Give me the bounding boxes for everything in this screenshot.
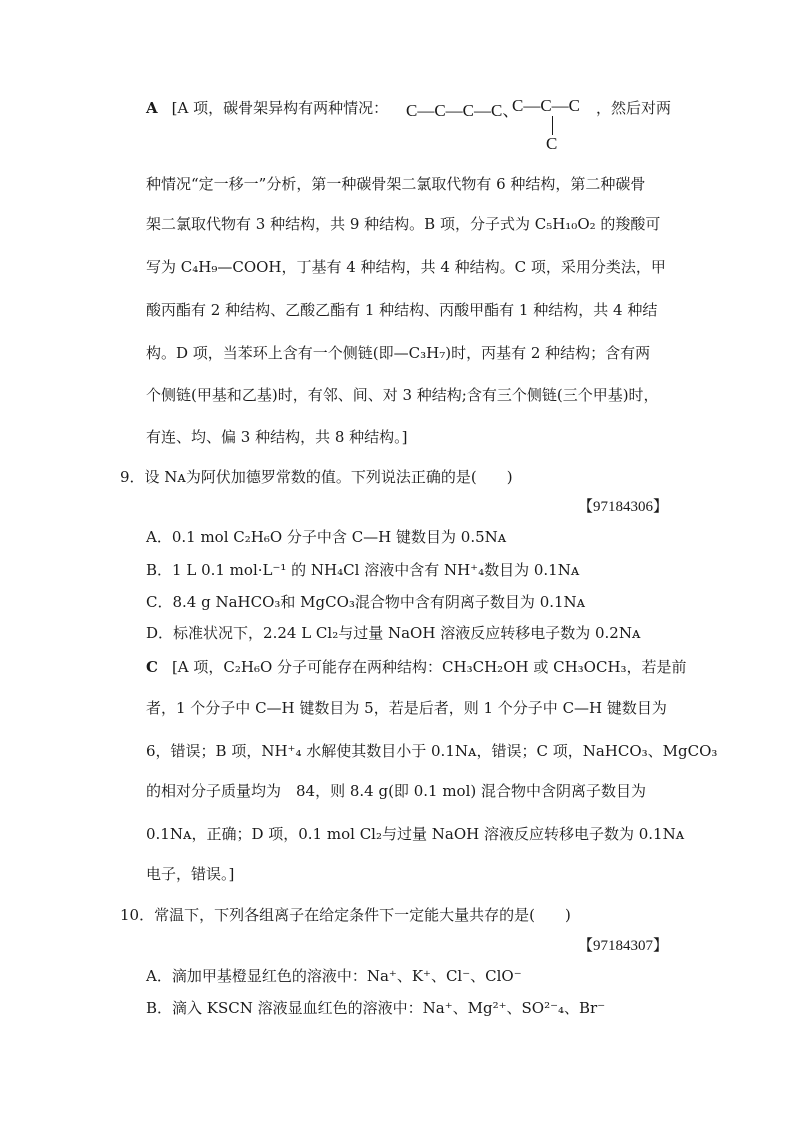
answer8-line1-prefix: [A 项，碳骨架异构有两种情况： — [171, 99, 389, 117]
answer9-line5: 0.1Nᴀ，正确；D 项，0.1 mol Cl₂与过量 NaOH 溶液反应转移电子数为 0.1Nᴀ — [146, 825, 685, 843]
question9-option-c: C．8.4 g NaHCO₃和 MgCO₃混合物中含有阴离子数目为 0.1Nᴀ — [146, 593, 586, 611]
question9-option-b: B．1 L 0.1 mol·L⁻¹ 的 NH₄Cl 溶液中含有 NH⁺₄数目为 0.1Nᴀ — [146, 561, 580, 579]
answer8-line2: 种情况“定一移一”分析，第一种碳骨架二氯取代物有 6 种结构，第二种碳骨 — [146, 175, 646, 193]
question9-option-d: D．标准状况下，2.24 L Cl₂与过量 NaOH 溶液反应转移电子数为 0.2Nᴀ — [146, 624, 641, 642]
answer9-line1 — [146, 657, 687, 677]
question9-code: 【97184306】 — [577, 499, 668, 515]
answer8-line8: 有连、均、偏 3 种结构，共 8 种结构。] — [146, 428, 408, 446]
answer9-line3: 6，错误；B 项，NH⁺₄ 水解使其数目小于 0.1Nᴀ，错误；C 项，NaHCO₃、MgCO₃ — [146, 742, 718, 760]
answer8-line5: 酸丙酯有 2 种结构、乙酸乙酯有 1 种结构、丙酸甲酯有 1 种结构，共 4 种结 — [146, 301, 658, 319]
answer8-line1-suffix: ，然后对两 — [596, 99, 672, 117]
carbon-skeleton-2-branch: C — [546, 134, 558, 153]
answer8-letter: A — [146, 99, 158, 117]
answer8-line6: 构。D 项，当苯环上含有一个侧链(即—C₃H₇)时，丙基有 2 种结构；含有两 — [146, 344, 651, 362]
answer8-line4: 写为 C₄H₉—COOH，丁基有 4 种结构，共 4 种结构。C 项，采用分类法，甲 — [146, 258, 666, 276]
answer9-line4: 的相对分子质量均为 84，则 8.4 g(即 0.1 mol) 混合物中含阴离子数目为 — [146, 782, 646, 800]
answer9-letter: C — [146, 658, 158, 676]
branch-bond — [552, 116, 553, 135]
question10-code: 【97184307】 — [577, 938, 668, 954]
answer9-line1-text: [A 项，C₂H₆O 分子可能存在两种结构：CH₃CH₂OH 或 CH₃OCH₃，若是前 — [171, 658, 687, 676]
question10-option-b: B．滴入 KSCN 溶液显血红色的溶液中：Na⁺、Mg²⁺、SO²⁻₄、Br⁻ — [146, 999, 606, 1017]
carbon-skeleton-1: C—C—C—C、 — [406, 101, 520, 120]
question10-option-a: A．滴加甲基橙显红色的溶液中：Na⁺、K⁺、Cl⁻、ClO⁻ — [146, 967, 522, 985]
carbon-skeleton-2: C—C—C — [512, 96, 581, 115]
answer8-line7: 个侧链(甲基和乙基)时，有邻、间、对 3 种结构;含有三个侧链(三个甲基)时， — [146, 386, 659, 404]
answer9-line2: 者，1 个分子中 C—H 键数目为 5，若是后者，则 1 个分子中 C—H 键数目为 — [146, 699, 667, 717]
question9-option-a: A．0.1 mol C₂H₆O 分子中含 C—H 键数目为 0.5Nᴀ — [146, 528, 507, 546]
answer9-line6: 电子，错误。] — [146, 865, 235, 883]
answer8-line3: 架二氯取代物有 3 种结构，共 9 种结构。B 项，分子式为 C₅H₁₀O₂ 的羧酸可 — [146, 215, 661, 233]
question9-stem: 9．设 Nᴀ为阿伏加德罗常数的值。下列说法正确的是( ) — [120, 468, 513, 486]
question10-stem: 10．常温下，下列各组离子在给定条件下一定能大量共存的是( ) — [120, 906, 571, 924]
answer8-line1 — [146, 98, 388, 118]
